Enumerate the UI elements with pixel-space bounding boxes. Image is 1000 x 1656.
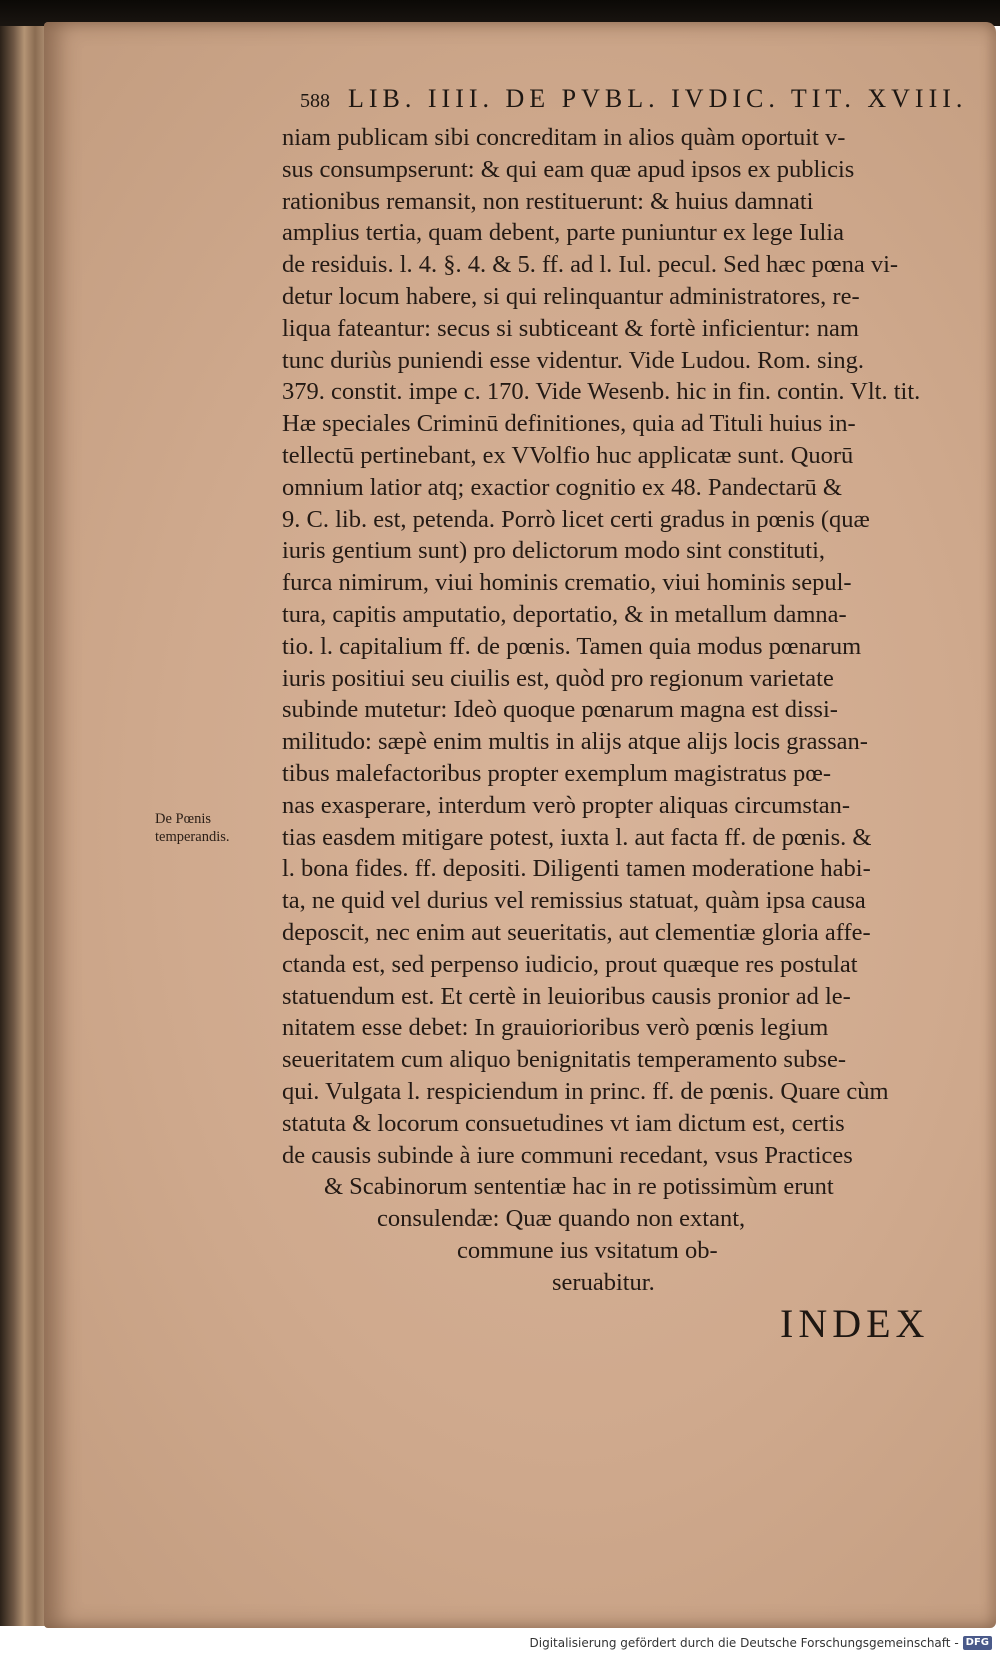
text-line: iuris gentium sunt) pro delictorum modo sint constituti, xyxy=(282,537,826,565)
dfg-logo: DFG xyxy=(963,1636,992,1650)
text-line: deposcit, nec enim aut seueritatis, aut clementiæ gloria affe- xyxy=(282,918,871,946)
text-line: qui. Vulgata l. respiciendum in princ. ff. de pœnis. Quare cùm xyxy=(282,1077,889,1105)
text-line: seruabitur. xyxy=(552,1268,655,1296)
text-line: sus consumpserunt: & qui eam quæ apud ipsos ex publicis xyxy=(282,155,855,183)
text-line: Hæ speciales Criminū definitiones, quia ad Tituli huius in- xyxy=(282,410,856,438)
text-line: omnium latior atq; exactior cognitio ex 48. Pandectarū & xyxy=(282,473,842,501)
text-line: l. bona fides. ff. depositi. Diligenti tamen moderatione habi- xyxy=(282,855,871,883)
text-line: niam publicam sibi concreditam in alios quàm oportuit v- xyxy=(282,124,846,151)
text-line: iuris positiui seu ciuilis est, quòd pro regionum varietate xyxy=(282,664,834,692)
text-line: tura, capitis amputatio, deportatio, & in metallum damna- xyxy=(282,600,847,628)
text-line: rationibus remansit, non restituerunt: & huius damnati xyxy=(282,187,814,215)
running-head xyxy=(300,84,968,114)
margin-note: De Pœnis temperandis. xyxy=(155,811,230,845)
text-line: de residuis. l. 4. §. 4. & 5. ff. ad l. Iul. pecul. Sed hæc pœna vi- xyxy=(282,251,899,279)
credit-text: Digitalisierung gefördert durch die Deutsche Forschungsgemeinschaft - xyxy=(529,1636,959,1650)
text-line: tellectū pertinebant, ex VVolfio huc applicatæ sunt. Quorū xyxy=(282,441,854,469)
text-line: militudo: sæpè enim multis in alijs atque alijs locis grassan- xyxy=(282,728,868,756)
catchword: INDEX xyxy=(780,1301,930,1346)
text-line: liqua fateantur: secus si subticeant & fortè inficientur: nam xyxy=(282,314,859,342)
text-line: commune ius vsitatum ob- xyxy=(457,1236,718,1264)
text-line: tio. l. capitalium ff. de pœnis. Tamen quia modus pœnarum xyxy=(282,632,862,660)
text-line: nitatem esse debet: In grauiorioribus verò pœnis legium xyxy=(282,1014,829,1042)
text-line: seueritatem cum aliquo benignitatis temperamento subse- xyxy=(282,1046,847,1074)
text-line: furca nimirum, viui hominis crematio, viui hominis sepul- xyxy=(282,569,852,597)
text-line: ctanda est, sed perpenso iudicio, prout quæque res postulat xyxy=(282,950,858,978)
text-line: subinde mutetur: Ideò quoque pœnarum magna est dissi- xyxy=(282,696,838,724)
text-line: detur locum habere, si qui relinquantur administratores, re- xyxy=(282,282,860,310)
text-line: 9. C. lib. est, petenda. Porrò licet certi gradus in pœnis (quæ xyxy=(282,505,870,533)
text-line: amplius tertia, quam debent, parte puniuntur ex lege Iulia xyxy=(282,219,844,247)
text-line: tias easdem mitigare potest, iuxta l. aut facta ff. de pœnis. & xyxy=(282,823,872,851)
text-line: tunc duriùs puniendi esse videntur. Vide Ludou. Rom. sing. xyxy=(282,346,864,374)
text-line: 379. constit. impe c. 170. Vide Wesenb. hic in fin. contin. Vlt. tit. xyxy=(282,378,921,406)
digitization-credit xyxy=(530,1636,993,1650)
text-line: de causis subinde à iure communi recedant, vsus Practices xyxy=(282,1141,853,1169)
text-line: tibus malefactoribus propter exemplum magistratus pœ- xyxy=(282,759,832,787)
text-line: consulendæ: Quæ quando non extant, xyxy=(377,1205,746,1233)
text-line: ta, ne quid vel durius vel remissius statuat, quàm ipsa causa xyxy=(282,887,866,915)
text-line: statuta & locorum consuetudines vt iam dictum est, certis xyxy=(282,1109,845,1137)
body-text xyxy=(282,122,972,1298)
running-title: LIB. IIII. DE PVBL. IVDIC. TIT. XVIII. xyxy=(348,84,968,113)
text-line: & Scabinorum sententiæ hac in re potissimùm erunt xyxy=(324,1173,834,1201)
text-line: nas exasperare, interdum verò propter aliquas circumstan- xyxy=(282,791,851,819)
page-number: 588 xyxy=(300,90,330,112)
text-line: statuendum est. Et certè in leuioribus causis pronior ad le- xyxy=(282,982,851,1010)
